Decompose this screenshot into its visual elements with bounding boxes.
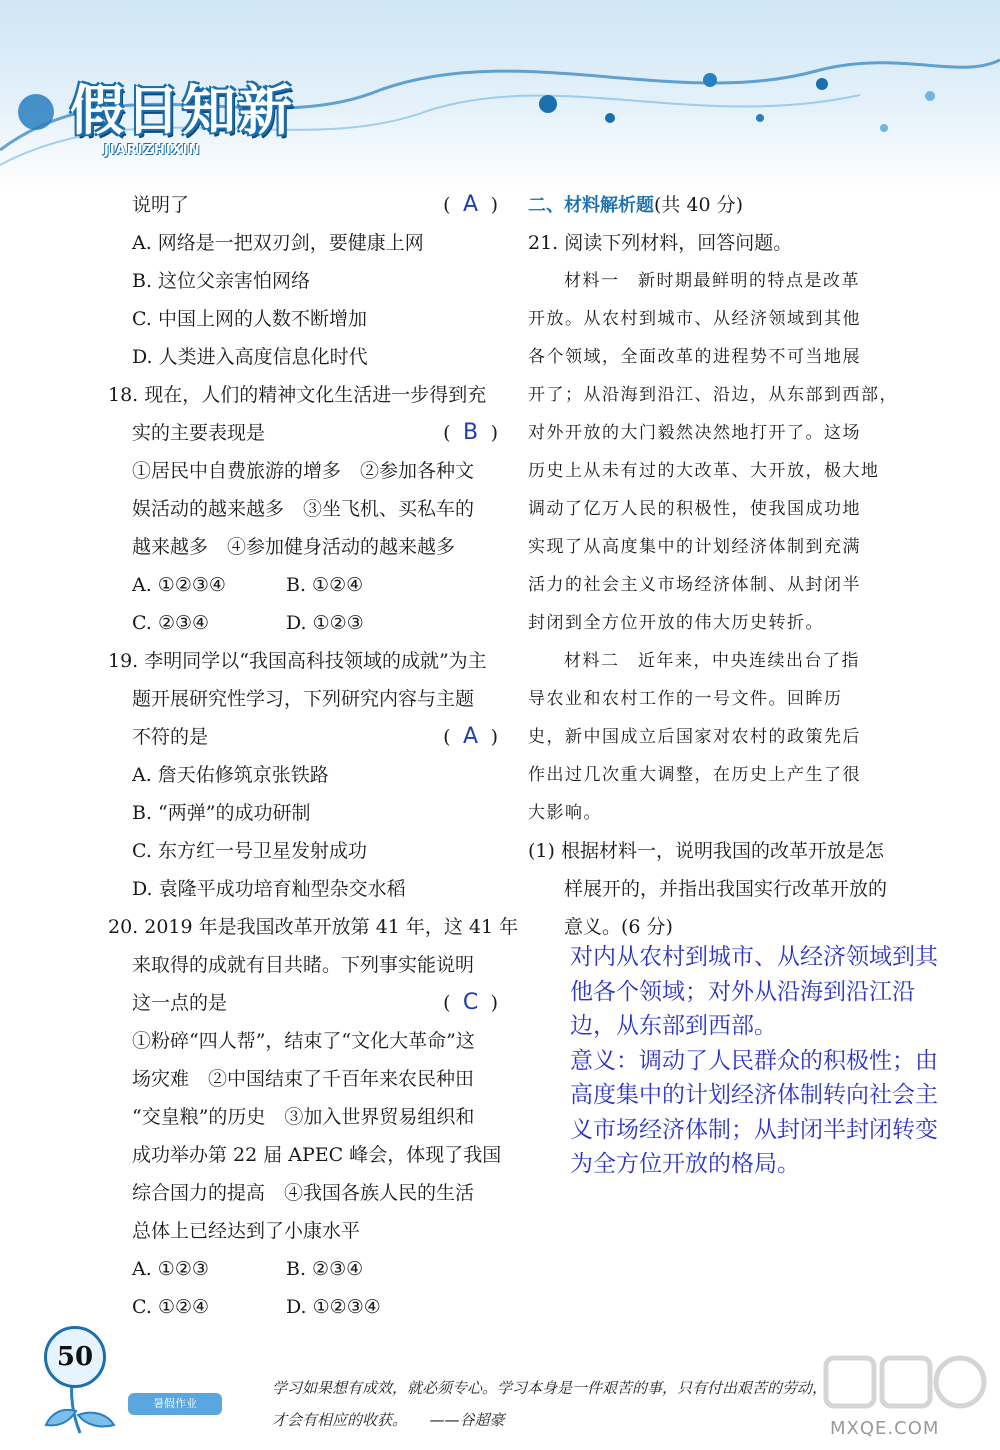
answer-line: 意义：调动了人民群众的积极性；由 bbox=[570, 1047, 938, 1074]
q18-option-c: C. ②③④ bbox=[132, 612, 210, 634]
q18-option-b: B. ①②④ bbox=[286, 574, 364, 596]
q21-intro: 21. 阅读下列材料，回答问题。 bbox=[528, 232, 793, 254]
q18-option-a: A. ①②③④ bbox=[132, 574, 226, 596]
q19-option-c: C. 东方红一号卫星发射成功 bbox=[132, 840, 367, 862]
page-number: 50 bbox=[44, 1326, 106, 1388]
q20-item-line-4: 成功举办第 22 届 APEC 峰会，体现了我国 bbox=[132, 1144, 502, 1166]
q20-stem-line-1: 20. 2019 年是我国改革开放第 41 年，这 41 年 bbox=[108, 916, 519, 938]
q18-options-row-2 bbox=[108, 604, 498, 642]
q20-item-line-1: ①粉碎“四人帮”，结束了“文化大革命”这 bbox=[132, 1030, 475, 1052]
quote-line-2: 才会有相应的收获。 ——谷超豪 bbox=[272, 1411, 505, 1429]
watermark-text: MXQE.COM bbox=[830, 1418, 940, 1439]
q20-item-line-6: 总体上已经达到了小康水平 bbox=[132, 1220, 361, 1242]
q20-option-a: A. ①②③ bbox=[132, 1258, 209, 1280]
q17-option-d: D. 人类进入高度信息化时代 bbox=[132, 346, 368, 368]
q18-option-d: D. ①②③ bbox=[286, 612, 364, 634]
q20-options-row-2 bbox=[108, 1288, 498, 1326]
q17-option-b: B. 这位父亲害怕网络 bbox=[132, 270, 311, 292]
material-2-line: 作出过几次重大调整，在历史上产生了很 bbox=[528, 765, 861, 785]
q19-answer: A bbox=[463, 724, 479, 749]
q17-tail-line bbox=[108, 186, 498, 224]
q18-item-line-3: 越来越多 ④参加健身活动的越来越多 bbox=[132, 536, 456, 558]
material-2-text: 近年来，中央连续出台了指 bbox=[638, 651, 860, 671]
material-1-line: 各个领域，全面改革的进程势不可当地展 bbox=[528, 347, 861, 367]
quote-line-1: 学习如果想有成效，就必须专心。学习本身是一件艰苦的事，只有付出艰苦的劳动， bbox=[272, 1379, 828, 1397]
q19-stem-line-1: 19. 李明同学以“我国高科技领域的成就”为主 bbox=[108, 650, 487, 672]
q17-option-c: C. 中国上网的人数不断增加 bbox=[132, 308, 367, 330]
answer-line: 高度集中的计划经济体制转向社会主 bbox=[570, 1082, 938, 1108]
sub-question-1-line-2: 样展开的，并指出我国实行改革开放的 bbox=[564, 878, 888, 900]
section-score: (共 40 分) bbox=[654, 194, 744, 216]
material-2-line bbox=[528, 642, 928, 680]
material-1-line: 开放。从农村到城市、从经济领域到其他 bbox=[528, 309, 861, 329]
q20-stem-line-2: 来取得的成就有目共睹。下列事实能说明 bbox=[132, 954, 475, 976]
material-2-line: 导农业和农村工作的一号文件。回眸历 bbox=[528, 689, 843, 709]
material-1-line: 开了；从沿海到沿江、沿边，从东部到西部， bbox=[528, 385, 898, 405]
q18-item-line-1: ①居民中自费旅游的增多 ②参加各种文 bbox=[132, 460, 475, 482]
material-1-line: 调动了亿万人民的积极性，使我国成功地 bbox=[528, 499, 861, 519]
q20-option-c: C. ①②④ bbox=[132, 1296, 210, 1318]
logo bbox=[70, 68, 294, 158]
q20-stem-tail: 这一点的是 bbox=[132, 992, 228, 1014]
material-1-line: 历史上从未有过的大改革、大开放，极大地 bbox=[528, 461, 880, 481]
q20-answer: C bbox=[462, 990, 479, 1015]
q20-answer-box: ( C ) bbox=[443, 984, 498, 1022]
q18-stem-line-1: 18. 现在，人们的精神文化生活进一步得到充 bbox=[108, 384, 487, 406]
q17-tail: 说明了 bbox=[132, 194, 190, 216]
q18-stem-line-2 bbox=[108, 414, 498, 452]
material-1-line: 实现了从高度集中的计划经济体制到充满 bbox=[528, 537, 861, 557]
material-2-line: 大影响。 bbox=[528, 803, 602, 823]
answer-line: 义市场经济体制；从封闭半封闭转变 bbox=[570, 1116, 938, 1143]
material-1-line: 活力的社会主义市场经济体制、从封闭半 bbox=[528, 575, 861, 595]
q20-option-b: B. ②③④ bbox=[286, 1258, 364, 1280]
q19-answer-box: ( A ) bbox=[443, 718, 498, 756]
section-title: 二、材料解析题 bbox=[528, 195, 654, 216]
answer-line: 为全方位开放的格局。 bbox=[570, 1151, 800, 1177]
q17-answer-box: ( A ) bbox=[443, 186, 498, 224]
q17-option-a: A. 网络是一把双刃剑，要健康上网 bbox=[132, 232, 424, 254]
material-1-line: 封闭到全方位开放的伟大历史转折。 bbox=[528, 613, 824, 633]
q19-option-b: B. “两弹”的成功研制 bbox=[132, 802, 311, 824]
handwritten-answer bbox=[570, 940, 1000, 1182]
q19-stem-tail: 不符的是 bbox=[132, 726, 209, 748]
q20-item-line-3: “交皇粮”的历史 ③加入世界贸易组织和 bbox=[132, 1106, 475, 1128]
logo-title: 假日知新 bbox=[70, 79, 294, 142]
section-heading bbox=[528, 186, 928, 224]
right-column bbox=[528, 186, 928, 946]
q20-option-d: D. ①②③④ bbox=[286, 1296, 381, 1318]
q18-answer-box: ( B ) bbox=[443, 414, 498, 452]
material-1 bbox=[528, 262, 928, 642]
footer-quote bbox=[272, 1372, 912, 1436]
material-2-line: 史，新中国成立后国家对农村的政策先后 bbox=[528, 727, 861, 747]
left-column bbox=[108, 186, 519, 1326]
sub-question-1-line-1: (1) 根据材料一，说明我国的改革开放是怎 bbox=[528, 840, 884, 862]
q20-item-line-5: 综合国力的提高 ④我国各族人民的生活 bbox=[132, 1182, 475, 1204]
material-2 bbox=[528, 642, 928, 832]
material-1-line: 对外开放的大门毅然决然地打开了。这场 bbox=[528, 423, 861, 443]
footer-tag: 暑假作业 bbox=[128, 1393, 222, 1415]
q19-option-a: A. 詹天佑修筑京张铁路 bbox=[132, 764, 329, 786]
q18-answer: B bbox=[463, 420, 479, 445]
q20-options-row-1 bbox=[108, 1250, 498, 1288]
answer-line: 边，从东部到西部。 bbox=[570, 1013, 777, 1039]
q18-item-line-2: 娱活动的越来越多 ③坐飞机、买私车的 bbox=[132, 498, 475, 520]
q20-item-line-2: 场灾难 ②中国结束了千百年来农民种田 bbox=[132, 1068, 475, 1090]
q18-stem-tail: 实的主要表现是 bbox=[132, 422, 266, 444]
material-2-label: 材料二 bbox=[564, 651, 620, 671]
q17-answer: A bbox=[463, 192, 479, 217]
q19-option-d: D. 袁隆平成功培育籼型杂交水稻 bbox=[132, 878, 406, 900]
q19-stem-line-3 bbox=[108, 718, 498, 756]
material-1-text: 新时期最鲜明的特点是改革 bbox=[638, 271, 860, 291]
material-1-line bbox=[528, 262, 928, 300]
q18-options-row-1 bbox=[108, 566, 498, 604]
answer-line: 他各个领域；对外从沿海到沿江沿 bbox=[570, 978, 915, 1005]
material-1-label: 材料一 bbox=[564, 271, 620, 291]
answer-line: 对内从农村到城市、从经济领域到其 bbox=[570, 944, 938, 970]
logo-subtitle: JIARIZHIXIN bbox=[104, 143, 201, 158]
sub-question-1-line-3: 意义。(6 分) bbox=[564, 916, 673, 938]
q19-stem-line-2: 题开展研究性学习，下列研究内容与主题 bbox=[132, 688, 475, 710]
q20-stem-line-3 bbox=[108, 984, 498, 1022]
